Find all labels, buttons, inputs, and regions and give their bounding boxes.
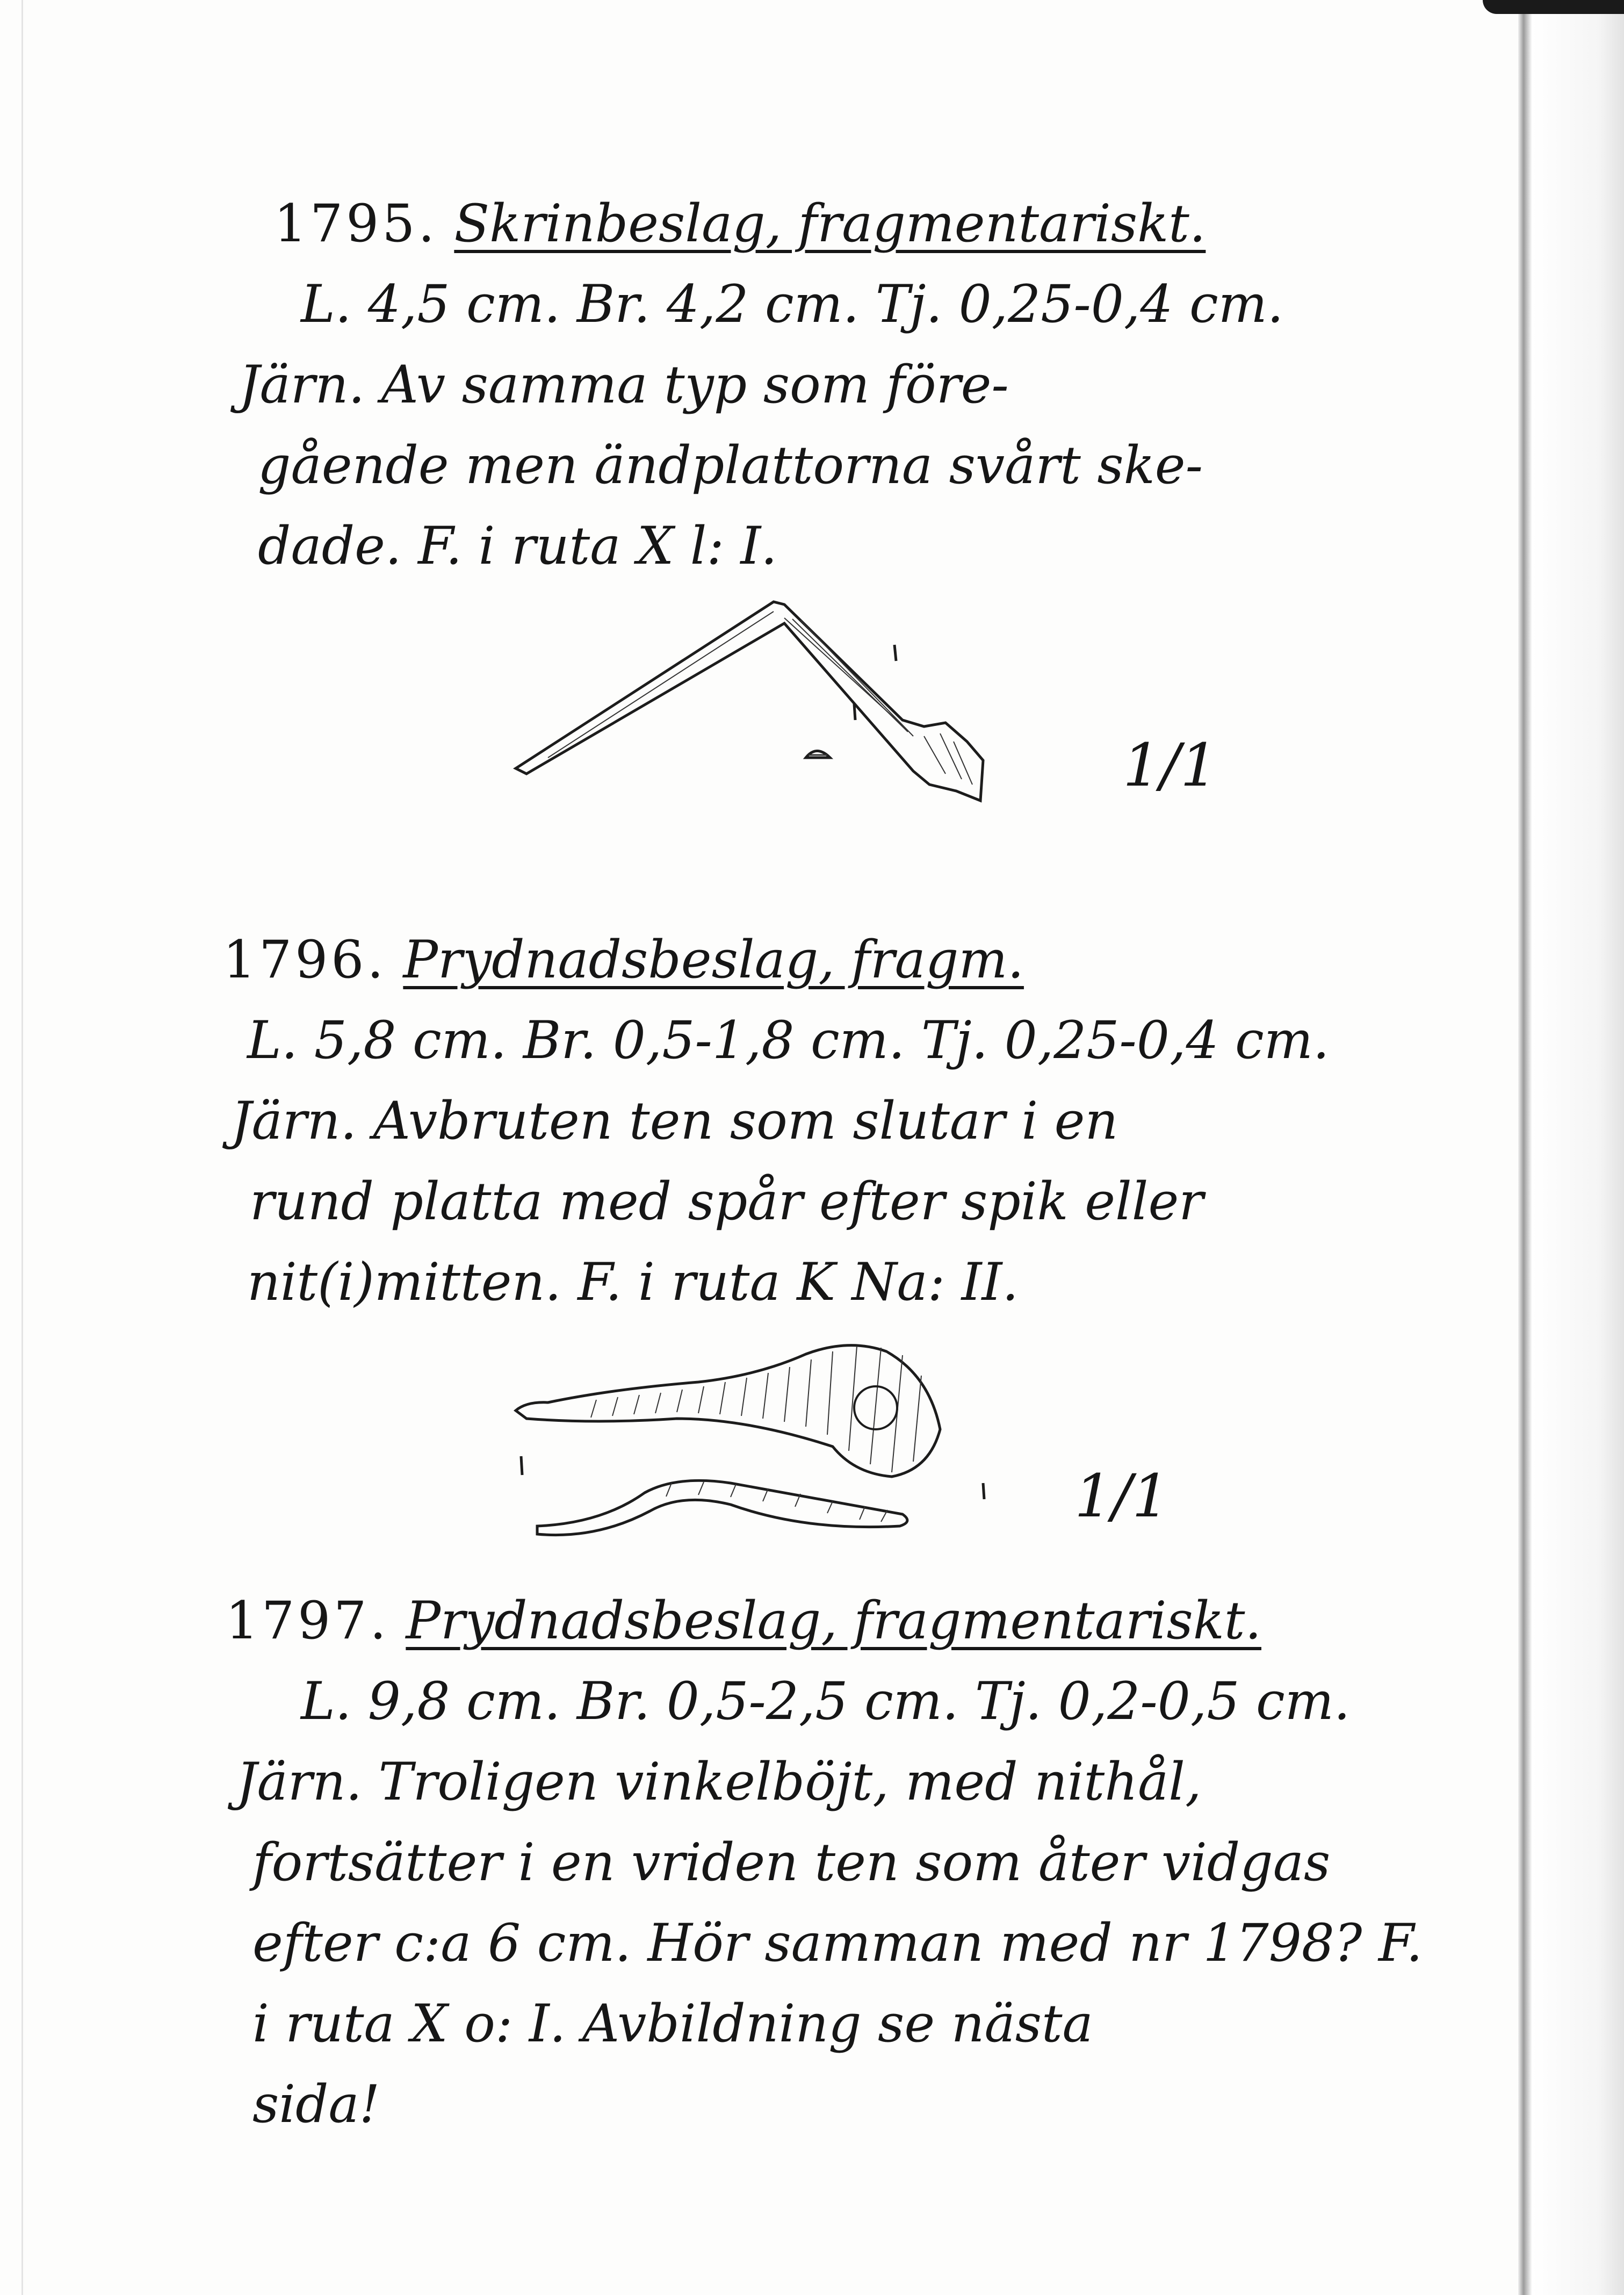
entry-number: 1797. — [226, 1591, 389, 1651]
scale-label: 1/1 — [1123, 731, 1218, 800]
fitting-sketch-1795 — [483, 580, 1214, 806]
entry-number: 1795. — [274, 193, 438, 254]
entry-line: i ruta X o: I. Avbildning se nästa — [252, 1994, 1093, 2054]
entry-line: efter c:a 6 cm. Hör samman med nr 1798? F. — [252, 1913, 1423, 1973]
entry-line: Järn. Troligen vinkelböjt, med nithål, — [236, 1752, 1202, 1812]
entry-line: nit(i)mitten. F. i ruta K Na: II. — [247, 1252, 1019, 1312]
entry-line: L. 9,8 cm. Br. 0,5-2,5 cm. Tj. 0,2-0,5 cm. — [301, 1671, 1351, 1731]
book-binding — [1518, 0, 1624, 2295]
entry-line: Järn. Av samma typ som före- — [239, 355, 1009, 415]
entry-number: 1796. — [223, 930, 387, 990]
entry-title: Prydnadsbeslag, fragm. — [403, 930, 1024, 990]
entry-line: sida! — [252, 2074, 380, 2134]
entry-line: rund platta med spår efter spik eller — [250, 1171, 1204, 1232]
binding-corner — [1483, 0, 1624, 14]
fitting-sketch-1796 — [505, 1322, 1042, 1569]
page-edge-line — [21, 0, 23, 2295]
entry-title: Skrinbeslag, fragmentariskt. — [454, 193, 1206, 254]
scale-label: 1/1 — [1074, 1462, 1170, 1530]
entry-line: fortsätter i en vriden ten som åter vidgas — [252, 1832, 1331, 1893]
entry-line: gående men ändplattorna svårt ske- — [258, 435, 1203, 495]
entry-line: dade. F. i ruta X l: I. — [258, 516, 777, 576]
entry-line: Järn. Avbruten ten som slutar i en — [231, 1091, 1118, 1151]
entry-line: L. 4,5 cm. Br. 4,2 cm. Tj. 0,25-0,4 cm. — [301, 274, 1284, 334]
entry-title: Prydnadsbeslag, fragmentariskt. — [406, 1591, 1261, 1651]
entry-line: L. 5,8 cm. Br. 0,5-1,8 cm. Tj. 0,25-0,4 cm. — [247, 1010, 1330, 1070]
